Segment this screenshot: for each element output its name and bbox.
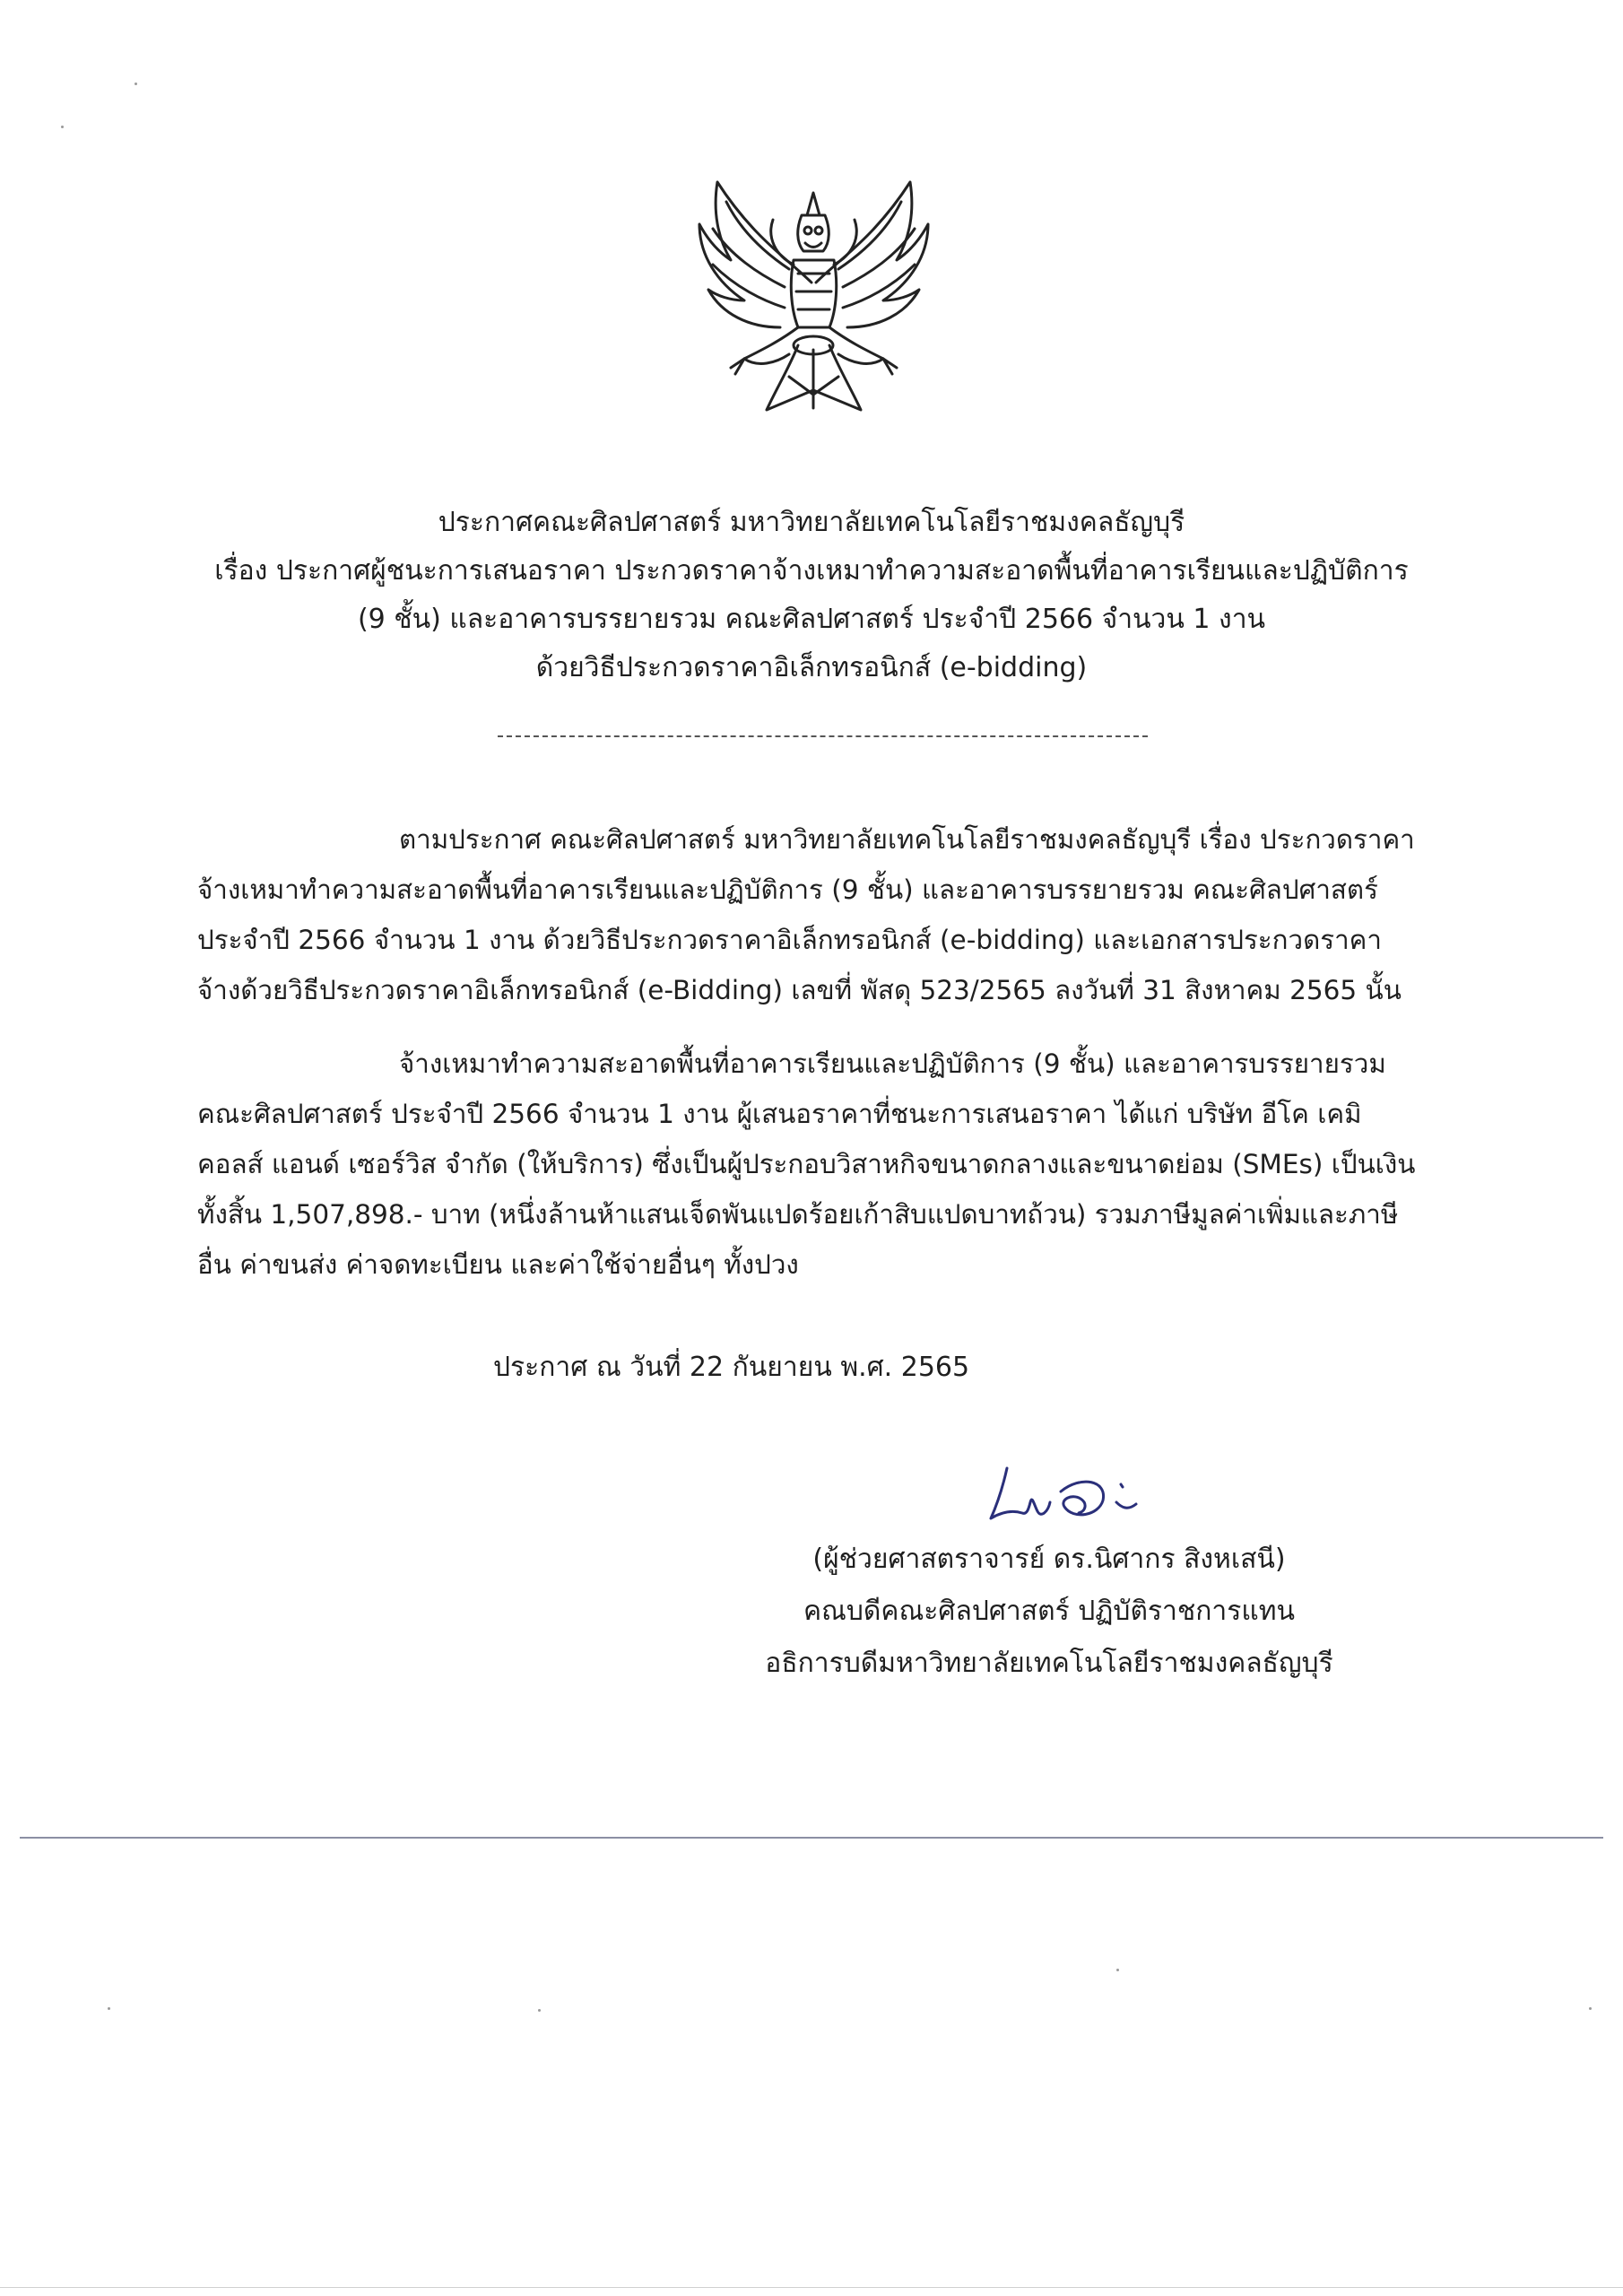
title-line-3: (9 ชั้น) และอาคารบรรยายรวม คณะศิลปศาสตร์ ประจำปี 2566 จำนวน 1 งาน: [357, 604, 1266, 635]
title-line-1: ประกาศคณะศิลปศาสตร์ มหาวิทยาลัยเทคโนโลยีราชมงคลธัญบุรี: [438, 507, 1185, 538]
scan-speck: [1116, 1969, 1119, 1971]
garuda-emblem: [690, 175, 937, 426]
paragraph-line: จ้างเหมาทำความสะอาดพื้นที่อาคารเรียนและปฏิบัติการ (9 ชั้น) และอาคารบรรยายรวม: [399, 1048, 1386, 1079]
title-line-2: เรื่อง ประกาศผู้ชนะการเสนอราคา ประกวดราคาจ้างเหมาทำความสะอาดพื้นที่อาคารเรียนและปฏิบัติการ: [214, 555, 1409, 587]
paragraph-line: ทั้งสิ้น 1,507,898.- บาท (หนึ่งล้านห้าแสนเจ็ดพันแปดร้อยเก้าสิบแปดบาทถ้วน) รวมภาษีมูลค่าเพิ่มและภาษี: [197, 1199, 1399, 1230]
paragraph-line: คณะศิลปศาสตร์ ประจำปี 2566 จำนวน 1 งาน ผู้เสนอราคาที่ชนะการเสนอราคา ได้แก่ บริษัท อีโค เคมิ: [197, 1099, 1362, 1129]
scan-speck: [538, 2009, 541, 2012]
announcement-title: [135, 499, 1488, 692]
paragraph-line: จ้างด้วยวิธีประกวดราคาอิเล็กทรอนิกส์ (e-Bidding) เลขที่ พัสดุ 523/2565 ลงวันที่ 31 สิงหาคม 2565 นั้น: [197, 975, 1402, 1005]
scan-bottom-edge: [0, 2287, 1623, 2288]
scan-speck: [61, 126, 64, 128]
signer-position-2: อธิการบดีมหาวิทยาลัยเทคโนโลยีราชมงคลธัญบุรี: [765, 1648, 1333, 1679]
signer-position-1: คณบดีคณะศิลปศาสตร์ ปฏิบัติราชการแทน: [803, 1596, 1295, 1627]
footer-rule: [20, 1837, 1603, 1839]
scan-speck: [108, 2007, 110, 2010]
title-line-4: ด้วยวิธีประกวดราคาอิเล็กทรอนิกส์ (e-bidding): [535, 652, 1088, 683]
scan-speck: [1589, 2007, 1592, 2010]
paragraph-line: ประจำปี 2566 จำนวน 1 งาน ด้วยวิธีประกวดราคาอิเล็กทรอนิกส์ (e-bidding) และเอกสารประกวดราคา: [197, 925, 1382, 955]
paragraph-line: อื่น ค่าขนส่ง ค่าจดทะเบียน และค่าใช้จ่ายอื่นๆ ทั้งปวง: [197, 1249, 799, 1280]
announcement-date: ประกาศ ณ วันที่ 22 กันยายน พ.ศ. 2565: [493, 1352, 970, 1383]
signer-name: (ผู้ช่วยศาสตราจารย์ ดร.นิศากร สิงหเสนี): [812, 1544, 1286, 1575]
body-paragraph-2: [197, 1039, 1453, 1290]
paragraph-line: คอลส์ แอนด์ เซอร์วิส จำกัด (ให้บริการ) ซึ่งเป็นผู้ประกอบวิสาหกิจขนาดกลางและขนาดย่อม (SMEs) เป็นเงิน: [197, 1149, 1416, 1179]
paragraph-line: ตามประกาศ คณะศิลปศาสตร์ มหาวิทยาลัยเทคโนโลยีราชมงคลธัญบุรี เรื่อง ประกวดราคา: [399, 824, 1415, 855]
signer-block: [690, 1534, 1408, 1690]
body-paragraph-1: [197, 814, 1453, 1015]
paragraph-line: จ้างเหมาทำความสะอาดพื้นที่อาคารเรียนและปฏิบัติการ (9 ชั้น) และอาคารบรรยายรวม คณะศิลปศาสตร์: [197, 874, 1378, 905]
title-separator: [498, 735, 1148, 737]
scan-speck: [135, 83, 137, 85]
